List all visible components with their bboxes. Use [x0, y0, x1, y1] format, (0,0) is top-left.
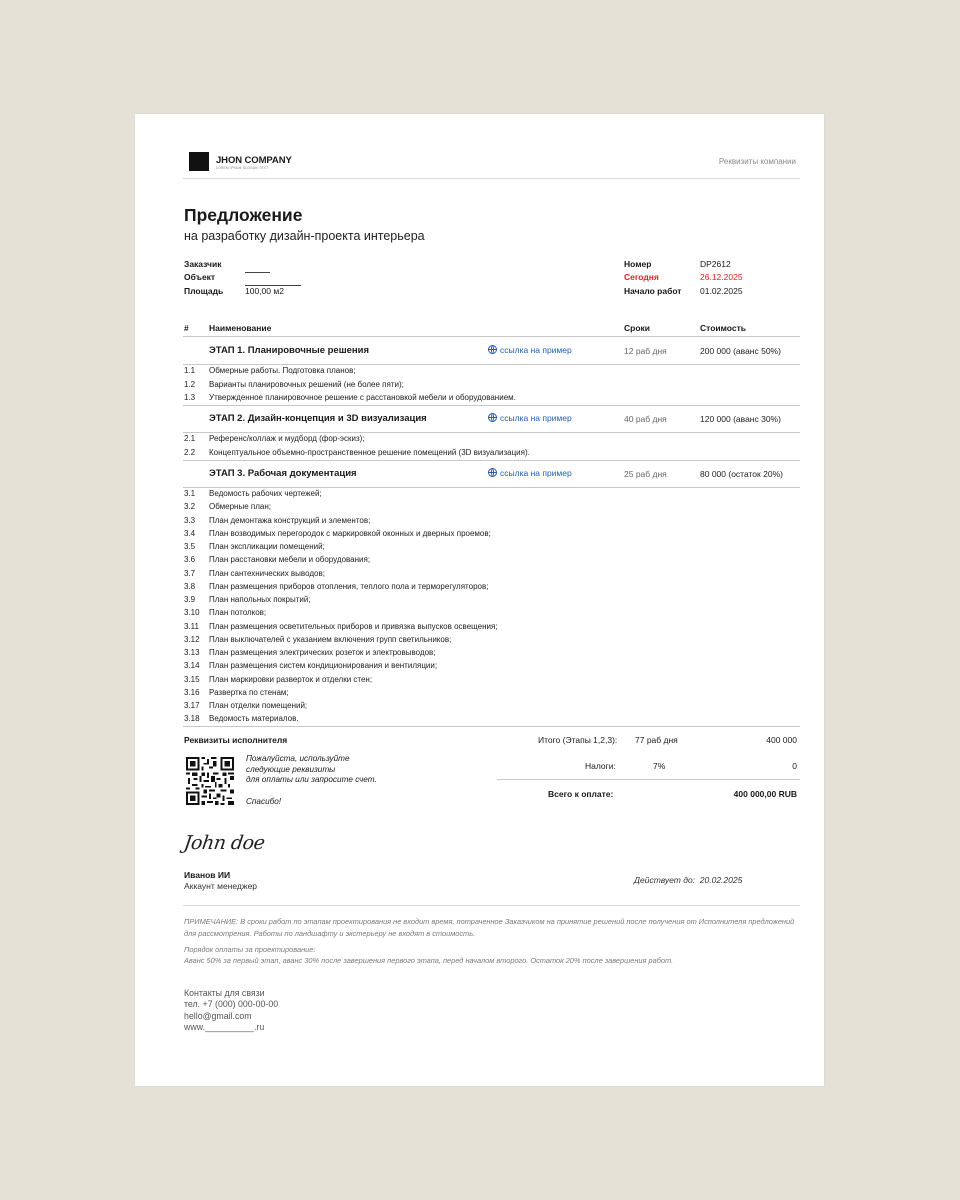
stage-term: 40 раб дня — [624, 414, 667, 424]
payment-order-text: Аванс 50% за первый этап, аванс 30% после завершения первого этапа, перед началом второго. Остаток 20% после завершения работ. — [184, 956, 674, 965]
document-page — [135, 114, 824, 1086]
start-value: 01.02.2025 — [700, 286, 743, 296]
item-text: План сантехнических выводов; — [209, 568, 325, 578]
valid-until-label: Действует до: — [634, 875, 696, 885]
payment-order-title: Порядок оплаты за проектирование: — [184, 945, 316, 954]
requisites-line-1: Пожалуйста, используйте — [246, 754, 350, 763]
signature-script: John doe — [182, 832, 266, 854]
item-number: 3.3 — [184, 515, 196, 525]
item-number: 2.2 — [184, 447, 196, 457]
subtotal-days: 77 раб дня — [635, 735, 678, 745]
item-number: 3.8 — [184, 581, 196, 591]
item-text: План демонтажа конструкций и элементов; — [209, 515, 371, 525]
requisites-instructions — [246, 754, 377, 786]
total-amount: 400 000,00 RUB — [733, 789, 797, 799]
item-text: Референс/коллаж и мудборд (фор-эскиз); — [209, 434, 365, 443]
stage-title: ЭТАП 2. Дизайн-концепция и 3D визуализация — [209, 413, 427, 424]
table-row — [183, 660, 800, 673]
footer-divider — [183, 905, 800, 906]
requisites-line-2: следующие реквизиты — [246, 764, 336, 774]
subtotal-amount: 400 000 — [766, 735, 797, 745]
item-number: 3.6 — [184, 555, 196, 565]
item-number: 3.15 — [184, 674, 200, 684]
manager-name: Иванов ИИ — [184, 870, 231, 880]
tax-label: Налоги: — [585, 761, 616, 771]
table-row — [183, 621, 800, 634]
page-title: Предложение — [184, 205, 303, 225]
table-row — [183, 581, 800, 594]
client-label: Заказчик — [184, 259, 222, 269]
item-number: 3.13 — [184, 648, 200, 657]
requisites-title: Реквизиты исполнителя — [184, 735, 288, 745]
table-row — [183, 607, 800, 620]
table-row — [183, 700, 800, 713]
company-details-link[interactable]: Реквизиты компании — [718, 157, 796, 166]
item-number: 3.12 — [184, 634, 200, 644]
item-text: Развертка по стенам; — [209, 687, 289, 697]
table-divider — [183, 460, 800, 461]
valid-until-date: 20.02.2025 — [699, 875, 743, 885]
tax-rate: 7% — [653, 761, 666, 771]
item-text: План экспликации помещений; — [209, 542, 325, 551]
item-text: Концептуальное объемно-пространственное решение помещений (3D визуализация). — [209, 447, 530, 457]
item-number: 3.1 — [184, 489, 196, 498]
contact-email[interactable]: hello@gmail.com — [184, 1010, 252, 1021]
table-row — [183, 365, 800, 378]
table-row — [183, 634, 800, 647]
globe-icon — [488, 468, 497, 477]
table-row — [183, 433, 800, 446]
stage-title: ЭТАП 3. Рабочая документация — [209, 468, 357, 479]
item-text: План выключателей с указанием включения групп светильников; — [209, 634, 452, 644]
number-label: Номер — [624, 259, 652, 269]
item-number: 3.10 — [184, 608, 200, 618]
table-row — [183, 674, 800, 687]
item-text: План возводимых перегородок с маркировкой оконных и дверных проемов; — [209, 528, 491, 538]
contacts-title: Контакты для связи — [184, 988, 265, 998]
item-number: 3.9 — [184, 595, 196, 604]
totals-divider — [497, 779, 800, 780]
table-row — [183, 713, 800, 726]
table-row — [183, 379, 800, 392]
number-value: DP2612 — [700, 259, 731, 269]
stage-example-link-label: ссылка на пример — [500, 345, 572, 355]
table-row — [183, 501, 800, 514]
item-number: 3.5 — [184, 542, 196, 551]
item-number: 3.4 — [184, 528, 196, 538]
item-text: План напольных покрытий; — [209, 595, 311, 604]
today-label: Сегодня — [624, 272, 659, 282]
stage-term: 25 раб дня — [624, 469, 667, 479]
item-text: Обмерные работы. Подготовка планов; — [209, 366, 356, 375]
stage-cost: 120 000 (аванс 30%) — [700, 414, 781, 424]
valid-until — [634, 875, 742, 885]
table-row — [183, 528, 800, 541]
item-text: План размещения осветительных приборов и привязка выпусков освещения; — [209, 621, 498, 631]
start-label: Начало работ — [624, 286, 682, 296]
today-value: 26.12.2025 — [700, 272, 743, 282]
note-text: ПРИМЕЧАНИЕ: В сроки работ по этапам проектирования не входит время, потраченное Заказчиком на принятие решений после получения от Исполнителя предложений для рассмотрения. Работы по ландшафту и экстерьеру не входят в стоимость. — [184, 917, 795, 938]
table-row — [183, 554, 800, 567]
item-text: План маркировки разверток и отделки стен; — [209, 674, 373, 684]
table-row — [183, 541, 800, 554]
item-number: 1.1 — [184, 366, 196, 375]
area-value: 100,00 м2 — [245, 286, 284, 296]
item-number: 3.17 — [184, 701, 200, 710]
item-number: 1.3 — [184, 393, 196, 402]
item-text: План потолков; — [209, 608, 267, 618]
item-number: 3.14 — [184, 661, 200, 671]
qr-code-icon — [186, 757, 234, 805]
globe-icon — [488, 345, 497, 354]
contacts-block — [184, 988, 278, 1033]
stage-example-link-label: ссылка на пример — [500, 468, 572, 478]
company-logo-icon — [189, 152, 209, 171]
company-name: JHON COMPANY — [216, 155, 292, 166]
object-label: Объект — [184, 272, 216, 282]
requisites-line-3: для оплаты или запросите счет. — [246, 775, 377, 784]
contact-website[interactable]: www.__________.ru — [184, 1021, 265, 1032]
item-number: 3.2 — [184, 502, 196, 512]
table-header-term: Сроки — [624, 323, 651, 333]
stage-cost: 80 000 (остаток 20%) — [700, 469, 783, 479]
item-number: 3.18 — [184, 714, 200, 724]
item-text: План размещения приборов отопления, теплого пола и терморегуляторов; — [209, 581, 489, 591]
item-text: Обмерные план; — [209, 502, 271, 512]
item-text: План отделки помещений; — [209, 701, 308, 710]
table-header-num: # — [184, 323, 189, 333]
table-header-cost: Стоимость — [700, 323, 746, 333]
thanks-text: Спасибо! — [246, 797, 282, 806]
tax-amount: 0 — [792, 761, 797, 771]
table-row — [183, 447, 800, 460]
table-row — [183, 568, 800, 581]
item-number: 3.7 — [184, 568, 196, 578]
contact-phone[interactable]: тел. +7 (000) 000-00-00 — [184, 999, 279, 1010]
table-divider — [183, 726, 800, 727]
table-row — [183, 594, 800, 607]
page-subtitle: на разработку дизайн-проекта интерьера — [184, 229, 425, 243]
item-number: 3.16 — [184, 687, 200, 697]
stage-title: ЭТАП 1. Планировочные решения — [209, 345, 370, 356]
item-number: 2.1 — [184, 434, 196, 443]
stage-term: 12 раб дня — [624, 346, 667, 356]
stage-example-link[interactable] — [488, 345, 572, 355]
header-divider — [183, 178, 800, 179]
item-number: 3.11 — [184, 621, 199, 631]
subtotal-label: Итого (Этапы 1,2,3): — [538, 735, 618, 745]
table-row — [183, 515, 800, 528]
item-text: Ведомость рабочих чертежей; — [209, 489, 322, 498]
item-text: Варианты планировочных решений (не более пяти); — [209, 379, 404, 389]
area-label: Площадь — [184, 286, 224, 296]
table-divider — [183, 336, 800, 337]
item-text: Ведомость материалов. — [209, 714, 299, 724]
stage-example-link[interactable] — [488, 468, 572, 478]
table-row — [183, 392, 800, 405]
company-slogan: LOREM IPSUM SLOGAN TEXT — [216, 165, 269, 170]
stage-example-link[interactable] — [488, 413, 572, 423]
item-number: 1.2 — [184, 379, 196, 389]
item-text: План размещения электрических розеток и электровыводов; — [209, 648, 436, 657]
globe-icon — [488, 413, 497, 422]
stage-cost: 200 000 (аванс 50%) — [700, 346, 781, 356]
table-divider — [183, 405, 800, 406]
item-text: План размещения систем кондиционирования и вентиляции; — [209, 661, 438, 671]
table-row — [183, 488, 800, 501]
total-label: Всего к оплате: — [548, 789, 614, 799]
table-row — [183, 647, 800, 660]
table-row — [183, 687, 800, 700]
stage-example-link-label: ссылка на пример — [500, 413, 572, 423]
item-text: Утвержденное планировочное решение с расстановкой мебели и оборудованием. — [209, 393, 516, 402]
manager-role: Аккаунт менеджер — [184, 881, 258, 891]
item-text: План расстановки мебели и оборудования; — [209, 555, 371, 565]
table-header-name: Наименование — [209, 323, 272, 333]
